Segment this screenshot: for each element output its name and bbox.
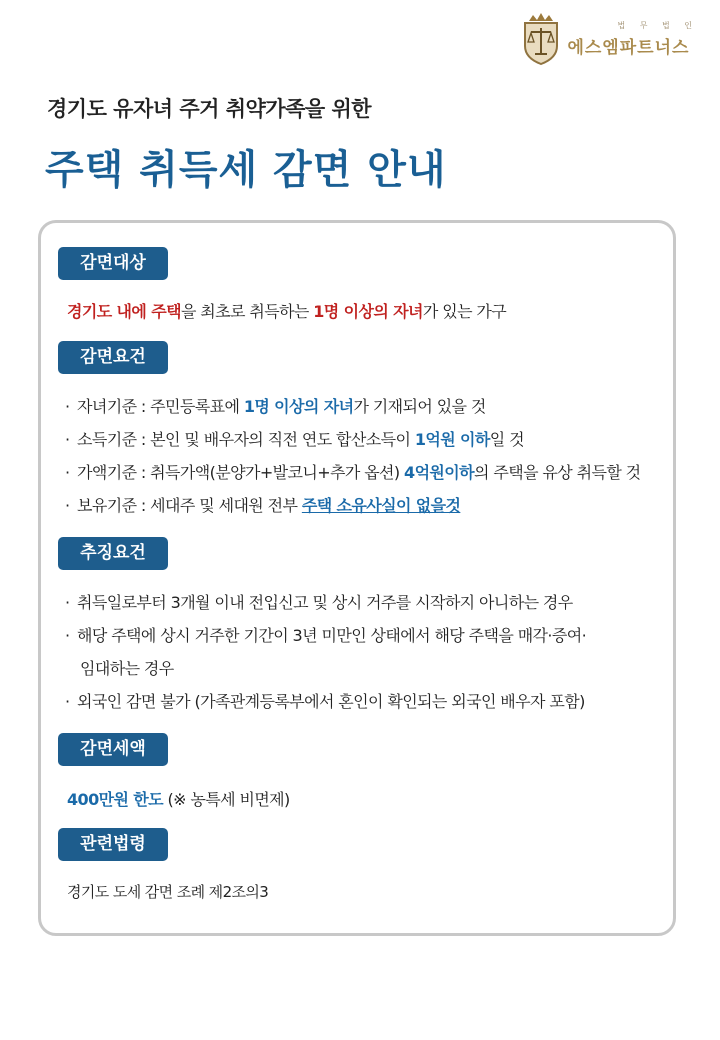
bullet: · (65, 593, 70, 612)
clawback-text: 해당 주택에 상시 거주한 기간이 3년 미만인 상태에서 해당 주택을 매각·증여· (77, 626, 587, 645)
req-text-end: 일 것 (489, 430, 524, 449)
logo-main-text: 에스엠파트너스 (567, 38, 690, 58)
target-highlight-children: 1명 이상의 자녀 (313, 302, 423, 321)
clawback-item-sale (65, 623, 586, 646)
target-text-end: 가 있는 가구 (422, 302, 507, 321)
bullet: · (65, 397, 70, 416)
amount-text (67, 787, 290, 810)
info-card (38, 220, 676, 936)
section-badge-requirements: 감면요건 (58, 341, 168, 374)
requirement-item-ownership (65, 493, 460, 516)
amount-highlight: 400만원 한도 (67, 790, 163, 809)
bullet: · (65, 463, 70, 482)
clawback-item-foreigner (65, 689, 585, 712)
bullet: · (65, 692, 70, 711)
requirement-item-income (65, 427, 524, 450)
req-highlight-underlined: 주택 소유사실이 없을것 (301, 496, 461, 515)
req-highlight: 1억원 이하 (414, 430, 490, 449)
target-highlight-region: 경기도 내에 주택 (67, 302, 181, 321)
req-text-end: 가 기재되어 있을 것 (353, 397, 486, 416)
logo-small-text: 법 무 법 인 (617, 21, 698, 30)
bullet: · (65, 496, 70, 515)
amount-note: (※ 농특세 비면제) (163, 790, 290, 809)
clawback-text: 외국인 감면 불가 (가족관계등록부에서 혼인이 확인되는 외국인 배우자 포함) (77, 692, 585, 711)
section-badge-target: 감면대상 (58, 247, 168, 280)
target-text-part: 을 최초로 취득하는 (180, 302, 314, 321)
clawback-item-move-in (65, 590, 573, 613)
req-text-end: 의 주택을 유상 취득할 것 (474, 463, 641, 482)
clawback-text: 취득일로부터 3개월 이내 전입신고 및 상시 거주를 시작하지 아니하는 경우 (77, 593, 573, 612)
requirement-item-children (65, 394, 486, 417)
req-highlight: 1명 이상의 자녀 (243, 397, 354, 416)
requirement-item-price (65, 460, 641, 483)
section-badge-amount: 감면세액 (58, 733, 168, 766)
req-text: 보유기준 : 세대주 및 세대원 전부 (77, 496, 302, 515)
page-title: 주택 취득세 감면 안내 (45, 147, 447, 193)
section-badge-clawback: 추징요건 (58, 537, 168, 570)
law-text: 경기도 도세 감면 조례 제2조의3 (67, 883, 269, 901)
req-highlight: 4억원이하 (404, 463, 475, 482)
req-text: 자녀기준 : 주민등록표에 (77, 397, 244, 416)
req-text: 가액기준 : 취득가액(분양가+발코니+추가 옵션) (77, 463, 405, 482)
scales-crest-icon (521, 12, 561, 66)
bullet: · (65, 626, 70, 645)
req-text: 소득기준 : 본인 및 배우자의 직전 연도 합산소득이 (77, 430, 415, 449)
clawback-item-sale-cont: 임대하는 경우 (80, 659, 174, 678)
company-logo (521, 12, 698, 66)
target-text (67, 299, 506, 322)
bullet: · (65, 430, 70, 449)
section-badge-law: 관련법령 (58, 828, 168, 861)
page-subtitle: 경기도 유자녀 주거 취약가족을 위한 (47, 97, 372, 121)
